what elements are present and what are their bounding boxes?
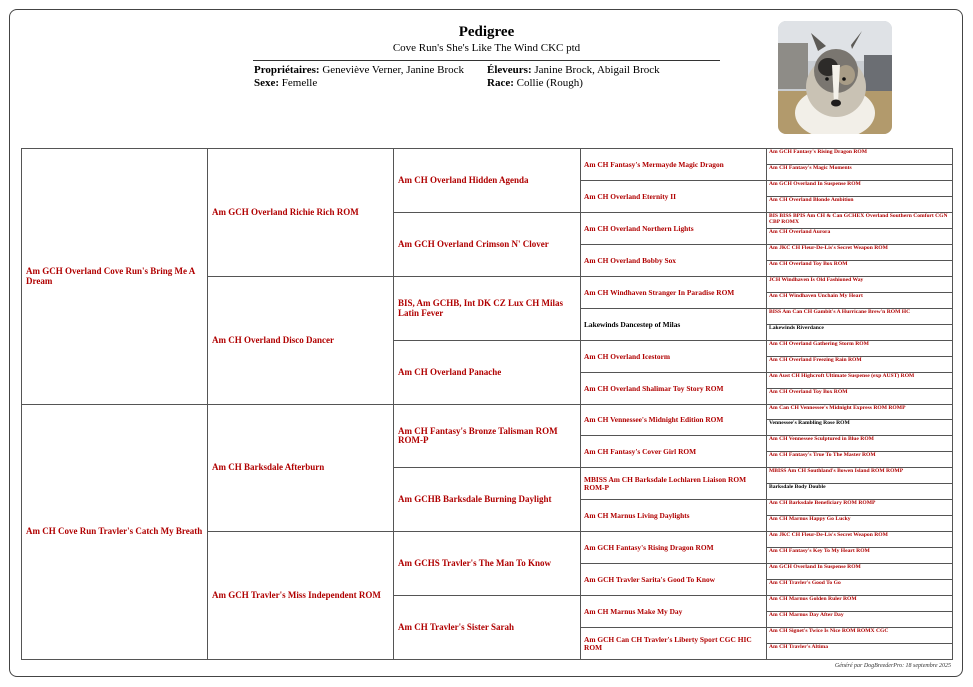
page-title: Pedigree <box>458 24 515 40</box>
breeders-value: Janine Brock, Abigail Brock <box>534 64 660 76</box>
pedigree-gen5-ancestor: Vennessee's Rambling Rose ROM <box>766 419 953 436</box>
footer-credit: Généré par DogBreederPro: 18 septembre 2025 <box>834 663 951 669</box>
pedigree-gen4-ancestor: Am GCH Travler Sarita's Good To Know <box>580 563 767 596</box>
pedigree-gen5-ancestor: Am CH Windhaven Unchain My Heart <box>766 292 953 309</box>
pedigree-gen5-ancestor: Am CH Fantasy's Magic Moments <box>766 164 953 181</box>
pedigree-gen3-ancestor: Am GCHS Travler's The Man To Know <box>393 531 581 596</box>
owners-row <box>254 64 464 76</box>
pedigree-gen5-ancestor: Am JKC CH Fleur-De-Lis's Secret Weapon ROM <box>766 244 953 261</box>
pedigree-gen2-ancestor: Am CH Overland Disco Dancer <box>207 276 394 405</box>
pedigree-gen3-ancestor: BIS, Am GCHB, Int DK CZ Lux CH Milas Latin Fever <box>393 276 581 341</box>
pedigree-gen4-ancestor: Am CH Fantasy's Mermayde Magic Dragon <box>580 148 767 181</box>
pedigree-gen4-ancestor: Am CH Overland Bobby Sox <box>580 244 767 277</box>
pedigree-gen5-ancestor: BIS BISS BPIS Am CH & Can GCHEX Overland Southern Comfort CGN CBP ROMX <box>766 212 953 229</box>
pedigree-gen5-ancestor: MBISS Am CH Southland's Bowen Island ROM ROMP <box>766 467 953 484</box>
owners-label: Propriétaires: <box>254 64 320 76</box>
dog-photo <box>778 21 892 134</box>
pedigree-gen3-ancestor: Am CH Overland Hidden Agenda <box>393 148 581 213</box>
pedigree-gen5-ancestor: Am CH Overland Gathering Storm ROM <box>766 340 953 357</box>
pedigree-gen4-ancestor: Am CH Marnus Make My Day <box>580 595 767 628</box>
pedigree-gen3-ancestor: Am GCHB Barksdale Burning Daylight <box>393 467 581 532</box>
pedigree-gen1-ancestor: Am GCH Overland Cove Run's Bring Me A Dream <box>21 148 208 405</box>
breed-row <box>487 77 583 89</box>
owners-value: Geneviève Verner, Janine Brock <box>322 64 465 76</box>
pedigree-gen5-ancestor: Am GCH Overland In Suspense ROM <box>766 180 953 197</box>
pedigree-gen4-ancestor: Am CH Windhaven Stranger In Paradise ROM <box>580 276 767 309</box>
pedigree-gen5-ancestor: Am CH Fantasy's True To The Master ROM <box>766 451 953 468</box>
pedigree-gen4-ancestor: Am CH Fantasy's Cover Girl ROM <box>580 435 767 468</box>
pedigree-gen4-ancestor: Lakewinds Dancestep of Milas <box>580 308 767 341</box>
pedigree-gen5-ancestor: Am CH Travler's Altima <box>766 643 953 660</box>
sex-label: Sexe: <box>254 77 280 89</box>
pedigree-gen4-ancestor: Am CH Marnus Living Daylights <box>580 499 767 532</box>
pedigree-gen5-ancestor: Barksdale Body Double <box>766 483 953 500</box>
pedigree-gen5-ancestor: Am CH Marnus Golden Ruler ROM <box>766 595 953 612</box>
pedigree-gen3-ancestor: Am CH Travler's Sister Sarah <box>393 595 581 660</box>
pedigree-gen5-ancestor: Am Can CH Vennessee's Midnight Express ROM ROMP <box>766 404 953 420</box>
pedigree-gen5-ancestor: Am Aust CH Highcroft Ultimate Suspense (exp AUST) ROM <box>766 372 953 389</box>
pedigree-gen3-ancestor: Am CH Fantasy's Bronze Talisman ROM ROM-P <box>393 404 581 468</box>
pedigree-gen5-ancestor: Am CH Overland Blonde Ambition <box>766 196 953 213</box>
pedigree-gen4-ancestor: Am CH Overland Icestorm <box>580 340 767 373</box>
breed-value: Collie (Rough) <box>516 77 583 89</box>
pedigree-gen5-ancestor: Am CH Marnus Day After Day <box>766 611 953 628</box>
pedigree-gen2-ancestor: Am GCH Travler's Miss Independent ROM <box>207 531 394 660</box>
pedigree-gen5-ancestor: Am CH Overland Freezing Rain ROM <box>766 356 953 373</box>
pedigree-gen4-ancestor: Am CH Vennessee's Midnight Edition ROM <box>580 404 767 436</box>
pedigree-gen5-ancestor: Lakewinds Riverdance <box>766 324 953 341</box>
pedigree-gen5-ancestor: JCH Windhaven Is Old Fashioned Way <box>766 276 953 293</box>
sex-row <box>254 77 317 89</box>
pedigree-gen4-ancestor: Am CH Overland Shalimar Toy Story ROM <box>580 372 767 405</box>
pedigree-gen3-ancestor: Am CH Overland Panache <box>393 340 581 405</box>
pedigree-gen4-ancestor: Am GCH Can CH Travler's Liberty Sport CGC HIC ROM <box>580 627 767 660</box>
pedigree-gen5-ancestor: Am JKC CH Fleur-De-Lis's Secret Weapon ROM <box>766 531 953 548</box>
pedigree-gen4-ancestor: MBISS Am CH Barksdale Lochlaren Liaison ROM ROM-P <box>580 467 767 500</box>
pedigree-gen5-ancestor: Am CH Signet's Twice Is Nice ROM ROMX CGC <box>766 627 953 644</box>
pedigree-gen4-ancestor: Am CH Overland Eternity II <box>580 180 767 213</box>
pedigree-gen2-ancestor: Am GCH Overland Richie Rich ROM <box>207 148 394 277</box>
pedigree-gen5-ancestor: Am CH Overland Toy Box ROM <box>766 388 953 405</box>
pedigree-gen4-ancestor: Am GCH Fantasy's Rising Dragon ROM <box>580 531 767 564</box>
dog-registered-name: Cove Run's She's Like The Wind CKC ptd <box>392 42 581 54</box>
breeders-label: Éleveurs: <box>487 64 532 76</box>
pedigree-gen5-ancestor: Am CH Barksdale Beneficiary ROM ROMP <box>766 499 953 516</box>
pedigree-gen1-ancestor: Am CH Cove Run Travler's Catch My Breath <box>21 404 208 660</box>
pedigree-gen5-ancestor: Am CH Marnus Happy Go Lucky <box>766 515 953 532</box>
pedigree-gen5-ancestor: Am CH Fantasy's Key To My Heart ROM <box>766 547 953 564</box>
pedigree-gen3-ancestor: Am GCH Overland Crimson N' Clover <box>393 212 581 277</box>
pedigree-gen5-ancestor: Am GCH Overland In Suspense ROM <box>766 563 953 580</box>
pedigree-gen5-ancestor: BISS Am Can CH Gambit's A Hurricane Brew'n ROM HC <box>766 308 953 325</box>
breeders-row <box>487 64 660 76</box>
breed-label: Race: <box>487 77 514 89</box>
header-divider <box>253 60 720 61</box>
sex-value: Femelle <box>281 77 318 89</box>
pedigree-gen5-ancestor: Am CH Travler's Good To Go <box>766 579 953 596</box>
pedigree-gen5-ancestor: Am GCH Fantasy's Rising Dragon ROM <box>766 148 953 165</box>
pedigree-gen5-ancestor: Am CH Vennessee Sculptured in Blue ROM <box>766 435 953 452</box>
pedigree-gen5-ancestor: Am CH Overland Toy Box ROM <box>766 260 953 277</box>
pedigree-gen4-ancestor: Am CH Overland Northern Lights <box>580 212 767 245</box>
pedigree-gen2-ancestor: Am CH Barksdale Afterburn <box>207 404 394 532</box>
pedigree-gen5-ancestor: Am CH Overland Aurora <box>766 228 953 245</box>
